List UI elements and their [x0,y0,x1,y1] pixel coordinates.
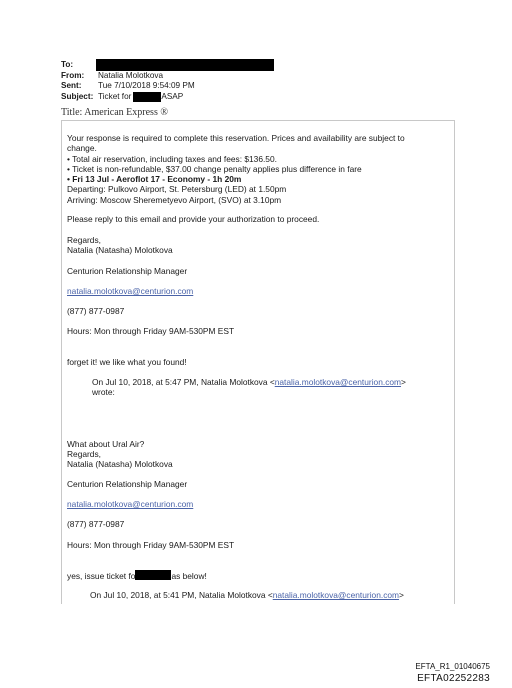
quote-2-prefix: On Jul 10, 2018, at 5:41 PM, Natalia Molotkova < [90,590,273,600]
redaction-bar [96,59,274,71]
regards-1: Regards, [67,235,101,245]
quote-header-1 [92,377,406,387]
signature-hours-2: Hours: Mon through Friday 9AM-530PM EST [67,540,235,550]
quote-1-email-link[interactable]: natalia.molotkova@centurion.com [274,377,402,387]
signature-phone-1: (877) 877-0987 [67,306,125,316]
footer-bates-number: EFTA02252283 [417,673,490,684]
intro-line-2: change. [67,143,97,153]
arriving-line: Arriving: Moscow Sheremetyevo Airport, (SVO) at 3.10pm [67,195,282,205]
signature-phone-2: (877) 877-0987 [67,519,125,529]
quote-2-suffix: > [399,590,404,600]
ural-question: What about Ural Air? [67,439,145,449]
quote-1-wrote: wrote: [92,387,115,397]
to-label: To: [61,60,74,69]
signature-email-link-1[interactable]: natalia.molotkova@centurion.com [67,286,194,296]
signature-name-2: Natalia (Natasha) Molotkova [67,459,173,469]
signature-email-link-2[interactable]: natalia.molotkova@centurion.com [67,499,194,509]
reply-2-suffix: as below! [171,571,207,581]
regards-2: Regards, [67,449,101,459]
quote-2-email-link[interactable]: natalia.molotkova@centurion.com [272,590,400,600]
sent-label: Sent: [61,81,82,91]
sent-value: Tue 7/10/2018 9:54:09 PM [98,81,195,91]
from-label: From: [61,70,85,80]
signature-title-2: Centurion Relationship Manager [67,479,188,489]
quote-1-suffix: > [401,377,406,387]
quote-1-prefix: On Jul 10, 2018, at 5:47 PM, Natalia Molotkova < [92,377,275,387]
footer-doc-id: EFTA_R1_01040675 [415,662,490,671]
signature-title-1: Centurion Relationship Manager [67,266,188,276]
reply-forget-it: forget it! we like what you found! [67,357,187,367]
departing-line: Departing: Pulkovo Airport, St. Petersburg (LED) at 1.50pm [67,184,287,194]
bullet-total: • Total air reservation, including taxes and fees: $136.50. [67,154,277,164]
reply-request: Please reply to this email and provide your authorization to proceed. [67,214,320,224]
to-row [61,60,274,71]
signature-hours-1: Hours: Mon through Friday 9AM-530PM EST [67,326,235,336]
email-header [61,60,274,102]
subject-label: Subject: [61,91,94,101]
bullet-refund: • Ticket is non-refundable, $37.00 change penalty applies plus difference in fare [67,164,362,174]
subject-suffix: ASAP [161,91,184,101]
reply-2-prefix: yes, issue ticket fo [67,571,136,581]
document-title: Title: American Express ® [61,107,168,118]
redaction-bar [133,92,161,102]
redaction-bar [135,570,171,580]
subject-prefix: Ticket for [98,91,132,101]
signature-name-1: Natalia (Natasha) Molotkova [67,245,173,255]
reply-issue-ticket [67,570,207,581]
from-row [61,71,274,82]
subject-row [61,92,274,103]
quote-header-2 [90,590,404,600]
bullet-flight: • Fri 13 Jul - Aeroflot 17 - Economy - 1h 20m [67,174,242,184]
sent-row [61,81,274,92]
intro-line-1: Your response is required to complete this reservation. Prices and availability are subject to [67,133,405,143]
from-value: Natalia Molotkova [98,70,164,80]
